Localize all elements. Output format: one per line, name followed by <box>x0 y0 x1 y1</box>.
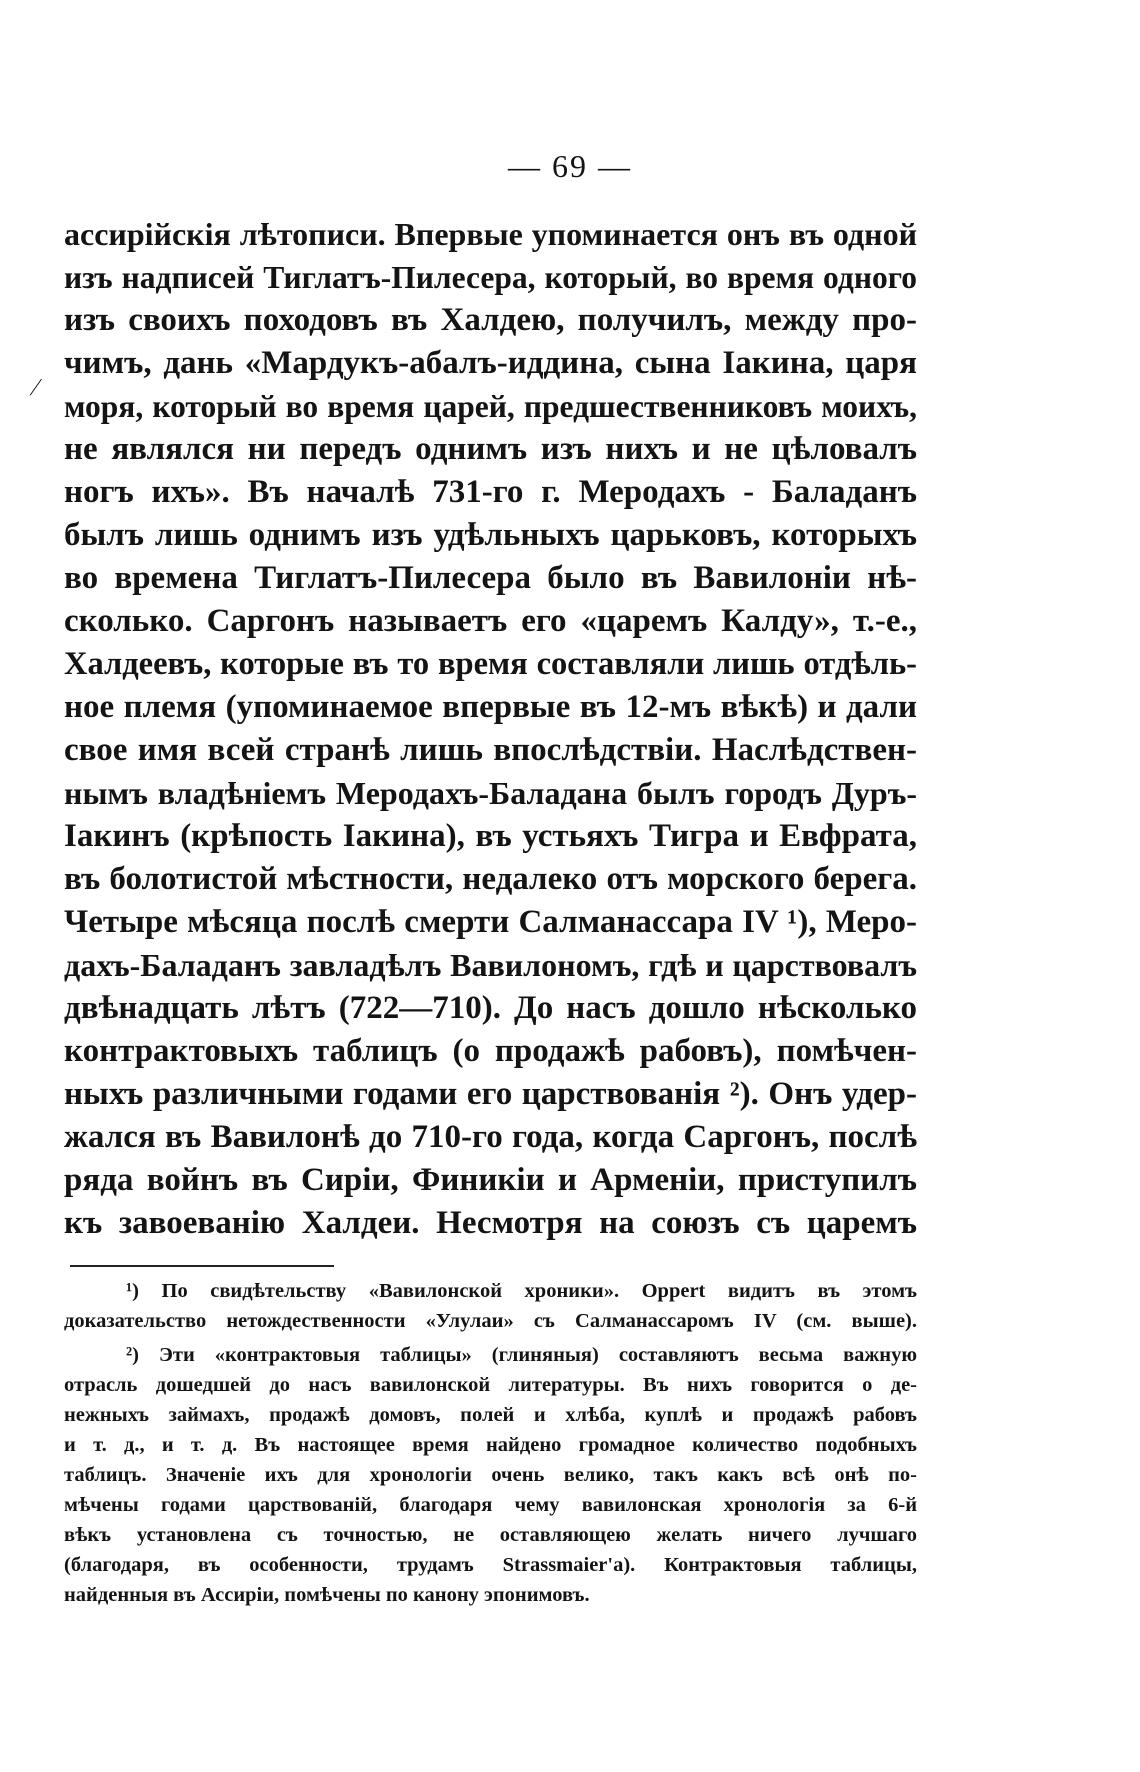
text-line: свое имя всей странѣ лишь впослѣдствіи. Наслѣдствен- <box>64 732 917 768</box>
footnote-line: вѣкъ установлена съ точностью, не оставляющею желать ничего лучшаго <box>64 1524 917 1546</box>
text-line: двѣнадцать лѣтъ (722—710). До насъ дошло нѣсколько <box>64 990 917 1026</box>
main-text <box>64 213 917 1245</box>
text-line: въ болотистой мѣстности, недалеко отъ морского берега. <box>64 861 917 897</box>
footnote-line: ²) Эти «контрактовыя таблицы» (глиняныя) составляютъ весьма важную <box>126 1344 917 1366</box>
text-line: Четыре мѣсяца послѣ смерти Салманассара IV ¹), Меро- <box>64 904 917 940</box>
text-line: былъ лишь однимъ изъ удѣльныхъ царьковъ, которыхъ <box>64 517 917 553</box>
footnote-separator <box>70 1265 334 1267</box>
text-line: сколько. Саргонъ называетъ его «царемъ Калду», т.-е., <box>64 603 917 639</box>
footnote-line: нежныхъ займахъ, продажѣ домовъ, полей и хлѣба, куплѣ и продажѣ рабовъ <box>64 1404 917 1426</box>
footnote-line: (благодаря, въ особенности, трудамъ Strassmaier'а). Контрактовыя таблицы, <box>64 1554 917 1576</box>
footnote-line: мѣчены годами царствованій, благодаря чему вавилонская хронологія за 6-й <box>64 1494 917 1516</box>
text-line: моря, который во время царей, предшественниковъ моихъ, <box>64 389 917 424</box>
footnote-line: ¹) По свидѣтельству «Вавилонской хроники». Oppert видитъ въ этомъ <box>126 1280 917 1302</box>
text-line: изъ своихъ походовъ въ Халдею, получилъ, между про- <box>64 302 917 338</box>
text-line: во времена Тиглатъ-Пилесера было въ Вавилоніи нѣ- <box>64 560 917 596</box>
text-line: ныхъ различными годами его царствованія ²). Онъ удер- <box>64 1076 917 1112</box>
text-line: къ завоеванію Халдеи. Несмотря на союзъ съ царемъ <box>64 1205 917 1241</box>
text-line: Халдеевъ, которые въ то время составляли лишь отдѣль- <box>64 646 917 682</box>
text-line: ногъ ихъ». Въ началѣ 731-го г. Меродахъ - Баладанъ <box>64 474 917 510</box>
page-number: — 69 — <box>508 148 632 184</box>
text-line: жался въ Вавилонѣ до 710-го года, когда Саргонъ, послѣ <box>64 1119 917 1155</box>
text-line: контрактовыхъ таблицъ (о продажѣ рабовъ), помѣчен- <box>64 1033 917 1069</box>
text-line: ассирійскія лѣтописи. Впервые упоминается онъ въ одной <box>64 216 917 252</box>
text-line: дахъ-Баладанъ завладѣлъ Вавилономъ, гдѣ и царствовалъ <box>64 947 917 983</box>
text-line: нымъ владѣніемъ Меродахъ-Баладана былъ городъ Дуръ- <box>64 775 917 811</box>
text-line: Іакинъ (крѣпость Іакина), въ устьяхъ Тигра и Евфрата, <box>64 818 917 854</box>
footnote-line: отрасль дошедшей до насъ вавилонской литературы. Въ нихъ говорится о де- <box>64 1374 917 1396</box>
text-line: не являлся ни передъ однимъ изъ нихъ и не цѣловалъ <box>64 431 917 467</box>
text-line: ное племя (упоминаемое впервые въ 12-мъ вѣкѣ) и дали <box>64 689 917 725</box>
margin-mark: / <box>27 375 44 401</box>
text-line: ряда войнъ въ Сиріи, Финикіи и Арменіи, приступилъ <box>64 1162 917 1198</box>
footnote-line: и т. д., и т. д. Въ настоящее время найдено громадное количество подобныхъ <box>64 1434 917 1456</box>
text-line: чимъ, дань «Мардукъ-абалъ-иддина, сына Іакина, царя <box>64 345 917 381</box>
footnote-line: доказательство нетождественности «Улулаи» съ Салманассаромъ IV (см. выше). <box>64 1310 917 1332</box>
footnotes <box>64 1276 917 1610</box>
text-line: изъ надписей Тиглатъ-Пилесера, который, во время одного <box>64 260 917 295</box>
footnote-line: таблицъ. Значеніе ихъ для хронологіи очень велико, такъ какъ всѣ онѣ по- <box>64 1464 917 1486</box>
footnote-line: найденныя въ Ассиріи, помѣчены по канону эпонимовъ. <box>64 1584 590 1606</box>
